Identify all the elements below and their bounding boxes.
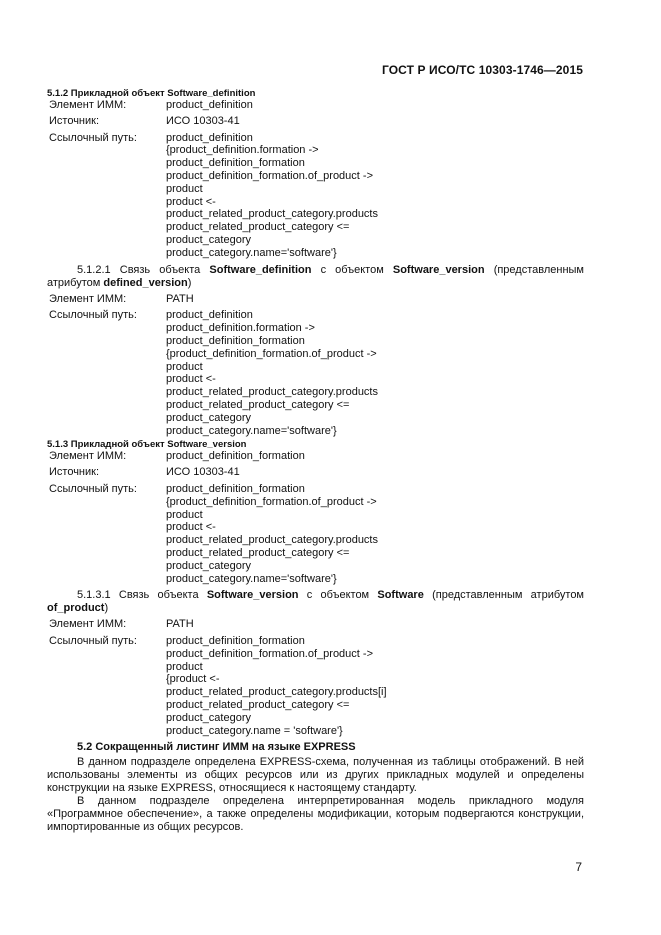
mapping-label: Ссылочный путь: bbox=[49, 309, 137, 322]
entity-name: Software_version bbox=[206, 589, 299, 602]
paragraph-5-2-first: В данном подразделе определена EXPRESS-схема, полученная из таблицы отображений. В ней использованы элементы из общих ресурсов или из других прикладных модулей и определены конструкции на языке EXPRESS, относящиеся к настоящему стандарту. bbox=[47, 756, 584, 795]
para-text: ) bbox=[104, 602, 109, 615]
mapping-table-5-1-2 bbox=[47, 99, 584, 260]
mapping-value-line: product_definition_formation bbox=[166, 450, 305, 463]
mapping-value-line: {product_definition_formation.of_product -> bbox=[166, 347, 377, 360]
mapping-label: Источник: bbox=[49, 466, 100, 479]
mapping-value-line: product_definition bbox=[166, 131, 253, 144]
mapping-value-line: product bbox=[166, 360, 203, 373]
mapping-value-line: product_category.name='software'} bbox=[166, 424, 337, 437]
section-heading-5-1-3: 5.1.3 Прикладной объект Software_version bbox=[47, 439, 247, 451]
mapping-label: Элемент ИММ: bbox=[49, 99, 127, 111]
mapping-value-line: product_related_product_category <= bbox=[166, 699, 350, 712]
attribute-name: defined_version bbox=[103, 276, 188, 289]
mapping-row bbox=[47, 618, 584, 631]
entity-name: Software_version bbox=[392, 263, 485, 276]
para-text: (представленным атрибутом bbox=[47, 263, 584, 289]
mapping-row bbox=[47, 309, 584, 437]
mapping-value-line: product_category bbox=[166, 559, 251, 572]
para-text: ) bbox=[187, 276, 192, 289]
mapping-value-line: product_category bbox=[166, 411, 251, 424]
mapping-value-line: product_definition bbox=[166, 309, 253, 322]
mapping-value-line: product_definition bbox=[166, 99, 253, 111]
mapping-value-line: product_definition_formation bbox=[166, 334, 305, 347]
mapping-value-line: product <- bbox=[166, 521, 216, 534]
mapping-table-5-1-3-1 bbox=[47, 618, 584, 737]
mapping-value-line: product_definition_formation.of_product -> bbox=[166, 647, 373, 660]
mapping-row bbox=[47, 99, 584, 112]
mapping-value-line: ИСО 10303-41 bbox=[166, 114, 240, 127]
mapping-value-line: product bbox=[166, 660, 203, 673]
para-text: 5.1.2.1 Связь объекта bbox=[77, 263, 210, 276]
mapping-row bbox=[47, 293, 584, 306]
mapping-row bbox=[47, 115, 584, 128]
mapping-value-line: {product <- bbox=[166, 673, 220, 686]
mapping-value-line: product_related_product_category <= bbox=[166, 546, 350, 559]
mapping-label: Источник: bbox=[49, 114, 100, 127]
mapping-value-line: product_related_product_category.products bbox=[166, 386, 378, 399]
mapping-value-line: product_related_product_category.products bbox=[166, 208, 378, 221]
section-heading-5-2: 5.2 Сокращенный листинг ИММ на языке EXPRESS bbox=[77, 741, 356, 754]
mapping-value-line: product bbox=[166, 508, 203, 521]
mapping-value bbox=[166, 115, 584, 128]
mapping-table-5-1-2-1 bbox=[47, 293, 584, 438]
mapping-value-line: product_definition_formation bbox=[166, 482, 305, 495]
mapping-value bbox=[166, 450, 584, 463]
mapping-value-line: {product_definition.formation -> bbox=[166, 144, 319, 157]
para-text: 5.1.3.1 Связь объекта bbox=[77, 589, 207, 602]
entity-name: Software bbox=[377, 589, 424, 602]
mapping-label: Ссылочный путь: bbox=[49, 635, 137, 648]
attribute-name: of_product bbox=[47, 602, 105, 615]
mapping-value-line: PATH bbox=[166, 292, 194, 305]
para-text: с объектом bbox=[311, 263, 393, 276]
mapping-value-line: PATH bbox=[166, 618, 194, 631]
mapping-value-line: product_related_product_category.products[i] bbox=[166, 686, 387, 699]
mapping-value-line: product <- bbox=[166, 373, 216, 386]
page-header: ГОСТ Р ИСО/ТС 10303-1746—2015 bbox=[382, 63, 583, 77]
mapping-value bbox=[166, 618, 584, 631]
para-text: с объектом bbox=[298, 589, 378, 602]
mapping-value-line: product_definition_formation.of_product -> bbox=[166, 169, 373, 182]
mapping-row bbox=[47, 132, 584, 260]
mapping-value-line: ИСО 10303-41 bbox=[166, 466, 240, 479]
mapping-value-line: product_category.name='software'} bbox=[166, 572, 337, 585]
paragraph-5-1-2-1 bbox=[47, 264, 584, 290]
mapping-value bbox=[166, 483, 584, 585]
mapping-value-line: product bbox=[166, 182, 203, 195]
paragraph-5-2-second: В данном подразделе определена интерпретированная модель прикладного модуля «Программное обеспечение», а также определены модификации, которым подвергаются конструкции, импортированные из общих ресурсов. bbox=[47, 795, 584, 834]
mapping-value-line: product_related_product_category.products bbox=[166, 534, 378, 547]
mapping-row bbox=[47, 466, 584, 479]
mapping-value bbox=[166, 635, 584, 737]
mapping-value bbox=[166, 293, 584, 306]
mapping-value-line: product_related_product_category <= bbox=[166, 221, 350, 234]
mapping-row bbox=[47, 483, 584, 585]
mapping-value-line: {product_definition_formation.of_product -> bbox=[166, 495, 377, 508]
entity-name: Software_definition bbox=[209, 263, 312, 276]
mapping-row bbox=[47, 450, 584, 463]
mapping-row bbox=[47, 635, 584, 737]
page-number: 7 bbox=[575, 860, 582, 874]
page-content bbox=[47, 88, 584, 834]
mapping-value bbox=[166, 309, 584, 437]
mapping-value-line: product <- bbox=[166, 195, 216, 208]
mapping-value-line: product_definition_formation bbox=[166, 157, 305, 170]
para-text: (представленным атрибутом bbox=[423, 589, 584, 602]
mapping-label: Ссылочный путь: bbox=[49, 482, 137, 495]
mapping-label: Элемент ИММ: bbox=[49, 292, 127, 305]
mapping-value-line: product_category bbox=[166, 233, 251, 246]
mapping-value bbox=[166, 99, 584, 112]
section-heading-5-1-2: 5.1.2 Прикладной объект Software_definition bbox=[47, 88, 256, 99]
mapping-value-line: product_definition_formation bbox=[166, 635, 305, 648]
mapping-value bbox=[166, 466, 584, 479]
mapping-label: Элемент ИММ: bbox=[49, 618, 127, 631]
mapping-table-5-1-3 bbox=[47, 450, 584, 585]
mapping-value-line: product_category.name = 'software'} bbox=[166, 724, 343, 737]
mapping-value-line: product_definition.formation -> bbox=[166, 322, 315, 335]
paragraph-5-1-3-1 bbox=[47, 589, 584, 615]
mapping-label: Элемент ИММ: bbox=[49, 450, 127, 463]
mapping-value-line: product_category bbox=[166, 711, 251, 724]
mapping-value-line: product_category.name='software'} bbox=[166, 246, 337, 259]
mapping-label: Ссылочный путь: bbox=[49, 131, 137, 144]
mapping-value-line: product_related_product_category <= bbox=[166, 398, 350, 411]
mapping-value bbox=[166, 132, 584, 260]
